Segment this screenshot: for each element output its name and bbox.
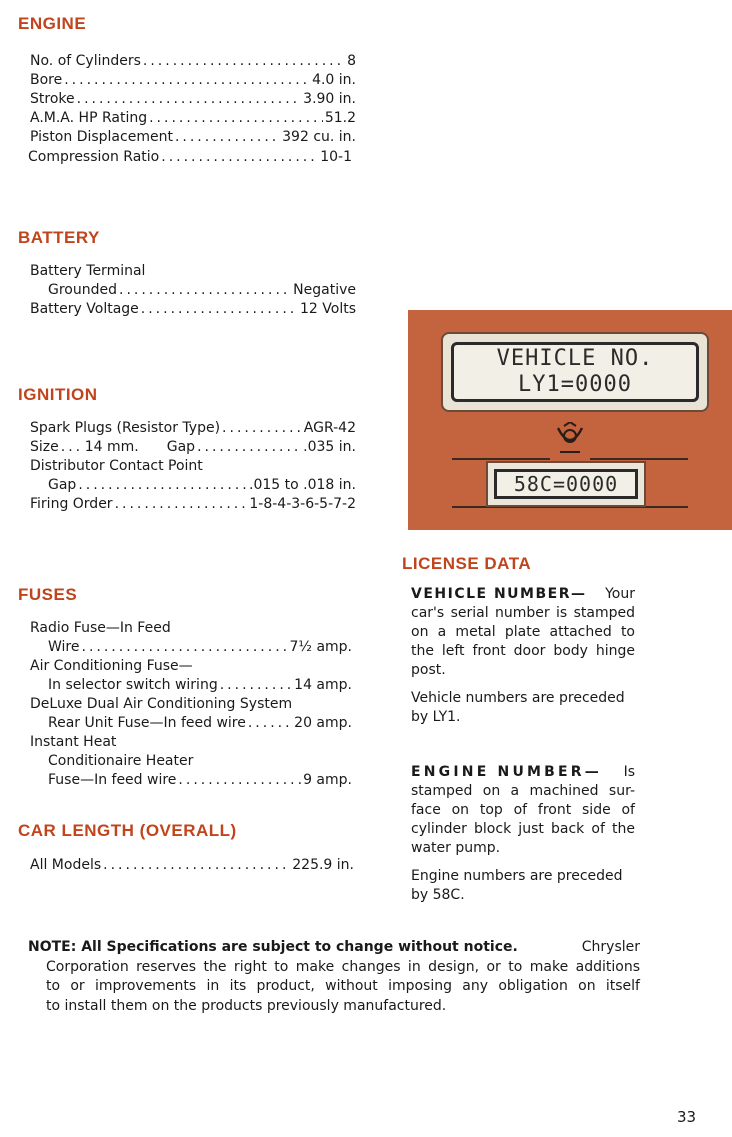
text-line: post. <box>411 662 446 678</box>
fuses-specs <box>30 619 352 790</box>
text-line: on a metal plate attached to <box>411 624 635 640</box>
text-line: Engine numbers are preceded <box>411 868 623 884</box>
spec-row-cylinders <box>30 52 356 71</box>
spec-value: 14 mm. <box>84 439 139 455</box>
spec-label: Bore <box>30 72 63 88</box>
spec-label: In selector switch wiring <box>48 677 218 693</box>
vehicle-number-paragraph <box>411 585 635 680</box>
spec-label: Battery Voltage <box>30 301 139 317</box>
spec-value: 12 Volts <box>300 301 356 317</box>
engine-emblem-icon <box>550 422 590 458</box>
text-line: Is <box>623 764 635 780</box>
rail-left <box>452 458 550 460</box>
spec-row-rear-unit <box>30 714 352 733</box>
engine-number-plate <box>486 461 646 507</box>
spec-label: Piston Displacement <box>30 129 173 145</box>
ignition-heading: IGNITION <box>18 385 98 404</box>
deluxe-ac-label: DeLuxe Dual Air Conditioning System <box>30 696 293 712</box>
ignition-specs <box>30 419 356 514</box>
text-line: water pump. <box>411 840 501 856</box>
spec-label: All Models <box>30 857 102 873</box>
text-line: to install them on the products previously manufactured. <box>46 997 447 1014</box>
radio-fuse-label: Radio Fuse—In Feed <box>30 620 171 636</box>
text-line: to or improvements in its product, without imposing any obligation on itself <box>46 978 640 994</box>
vehicle-preceded-paragraph <box>411 689 635 727</box>
spec-value: 7½ amp. <box>289 639 352 655</box>
spec-value: .015 to .018 in. <box>249 477 356 493</box>
spec-label: Stroke <box>30 91 75 107</box>
spec-value: Negative <box>293 282 356 298</box>
spec-row-size-gap <box>30 438 356 457</box>
spec-label: Size <box>30 439 59 455</box>
spec-row-displacement <box>30 128 356 147</box>
text-line: face on top of front side of <box>411 802 635 818</box>
specifications-note <box>28 938 640 1016</box>
spec-row-spark-plugs <box>30 419 356 438</box>
spec-label: Fuse—In feed wire <box>48 772 177 788</box>
spec-label: Gap <box>48 477 77 493</box>
vehicle-plate-line1: VEHICLE NO. <box>496 346 654 371</box>
car-length-heading: CAR LENGTH (OVERALL) <box>18 821 237 840</box>
spec-label: No. of Cylinders <box>30 53 141 69</box>
spec-label: A.M.A. HP Rating <box>30 110 148 126</box>
spec-value: 8 <box>347 53 356 69</box>
license-heading: LICENSE DATA <box>402 554 532 573</box>
spec-row-all-models <box>30 856 354 875</box>
spec-row-selector-switch <box>30 676 352 695</box>
spec-value: 14 amp. <box>294 677 352 693</box>
instant-heat-label: Instant Heat <box>30 734 117 750</box>
battery-specs <box>30 262 356 319</box>
car-length-specs <box>30 856 354 875</box>
conditionaire-label: Conditionaire Heater <box>48 753 194 769</box>
engine-specs <box>30 52 356 167</box>
spec-row-voltage <box>30 300 356 319</box>
text-line: stamped on a machined sur- <box>411 783 635 799</box>
spec-label: Compression Ratio <box>28 149 160 165</box>
spec-row-hp <box>30 109 356 128</box>
spec-label: Grounded <box>48 282 117 298</box>
text-line: Corporation reserves the right to make changes in design, or to make additions <box>46 958 640 975</box>
engine-number-lead: ENGINE NUMBER— <box>411 764 602 780</box>
note-lead: NOTE: All Specifications are subject to change without notice. <box>28 939 518 955</box>
vehicle-plate-line2: LY1=0000 <box>518 372 632 397</box>
spec-label: Firing Order <box>30 496 113 512</box>
spec-row-heater-fuse <box>30 771 352 790</box>
text-line: by LY1. <box>411 709 461 725</box>
text-line: cylinder block just back of the <box>411 821 635 837</box>
spec-label: Wire <box>48 639 80 655</box>
ac-fuse-label: Air Conditioning Fuse— <box>30 658 193 674</box>
battery-terminal-label: Battery Terminal <box>30 263 146 279</box>
spec-value: 4.0 in. <box>312 72 356 88</box>
vehicle-number-plate <box>441 332 709 412</box>
page-number: 33 <box>677 1108 697 1126</box>
spec-value: 51.2 <box>324 110 356 126</box>
text-line: Vehicle numbers are preceded <box>411 690 625 706</box>
spec-row-radio-wire <box>30 638 352 657</box>
text-line: car's serial number is stamped <box>411 605 635 621</box>
text-line: Chrysler <box>581 939 640 955</box>
text-line: by 58C. <box>411 887 465 903</box>
spec-value: 225.9 in. <box>292 857 354 873</box>
engine-number-paragraph <box>411 763 635 858</box>
engine-plate-text: 58C=0000 <box>494 469 638 499</box>
fuses-heading: FUSES <box>18 585 78 604</box>
spec-row-grounded <box>30 281 356 300</box>
spec-row-bore <box>30 71 356 90</box>
serial-plate-illustration <box>408 310 732 530</box>
spec-row-compression <box>28 148 352 167</box>
spec-value: 392 cu. in. <box>282 129 356 145</box>
spec-value: 20 amp. <box>294 715 352 731</box>
distributor-label: Distributor Contact Point <box>30 458 203 474</box>
spec-value: 1-8-4-3-6-5-7-2 <box>249 496 356 512</box>
spec-value: 9 amp. <box>303 772 352 788</box>
engine-preceded-paragraph <box>411 867 635 905</box>
spec-label: Spark Plugs (Resistor Type) <box>30 420 221 436</box>
spec-value: .035 in. <box>303 439 356 455</box>
vehicle-number-lead: VEHICLE NUMBER— <box>411 586 587 602</box>
spec-label: Gap <box>166 439 196 455</box>
rail-right <box>590 458 688 460</box>
text-line: the left front door body hinge <box>411 643 635 659</box>
spec-row-dist-gap <box>30 476 356 495</box>
text-line: Your <box>605 586 635 602</box>
spec-value: 10-1 <box>320 149 352 165</box>
battery-heading: BATTERY <box>18 228 100 247</box>
spec-label: Rear Unit Fuse—In feed wire <box>48 715 246 731</box>
spec-row-stroke <box>30 90 356 109</box>
spec-value: 3.90 in. <box>303 91 356 107</box>
engine-heading: ENGINE <box>18 14 87 33</box>
spec-value: AGR-42 <box>303 420 356 436</box>
spec-row-firing-order <box>30 495 356 514</box>
